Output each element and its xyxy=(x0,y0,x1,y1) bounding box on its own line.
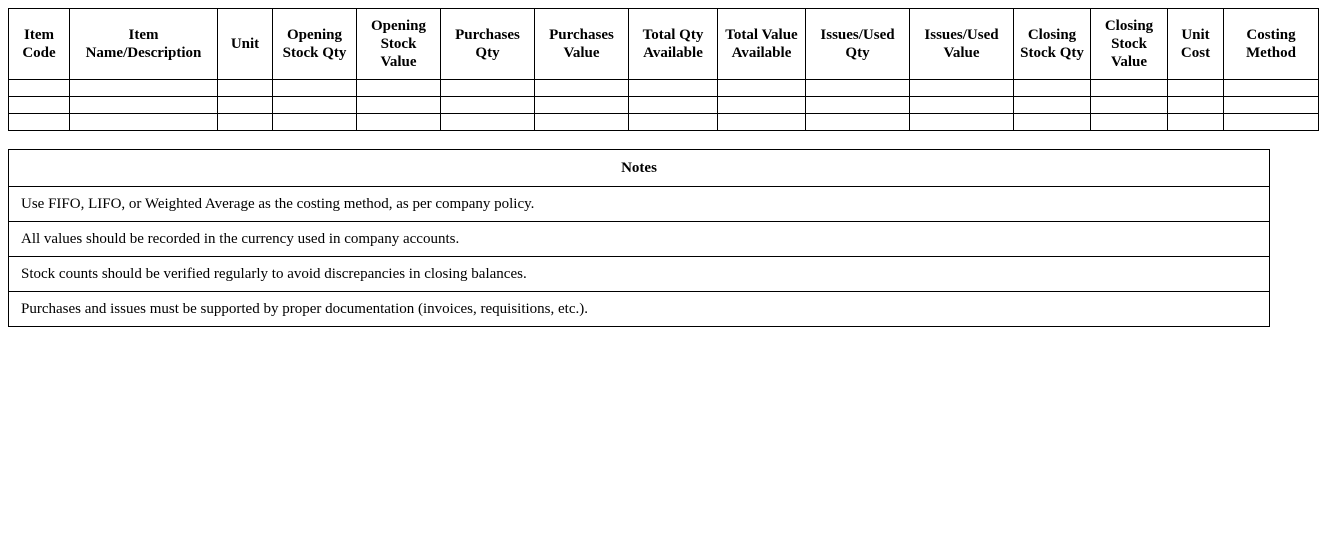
note-row xyxy=(9,222,1270,257)
notes-section xyxy=(8,149,1270,327)
table-cell[interactable] xyxy=(1091,97,1168,114)
table-cell[interactable] xyxy=(441,97,535,114)
header-item-code: Item Code xyxy=(9,9,70,80)
note-item: Stock counts should be verified regularly to avoid discrepancies in closing balances. xyxy=(9,257,1270,292)
table-cell[interactable] xyxy=(1014,114,1091,131)
header-opening-stock-value: Opening Stock Value xyxy=(357,9,441,80)
table-header-row xyxy=(9,9,1319,80)
table-cell[interactable] xyxy=(910,114,1014,131)
table-row xyxy=(9,114,1319,131)
table-cell[interactable] xyxy=(1091,114,1168,131)
table-cell[interactable] xyxy=(1091,80,1168,97)
table-cell[interactable] xyxy=(1014,97,1091,114)
table-cell[interactable] xyxy=(441,114,535,131)
table-cell[interactable] xyxy=(629,80,718,97)
header-item-name-description: Item Name/Description xyxy=(70,9,218,80)
table-cell[interactable] xyxy=(806,97,910,114)
inventory-table xyxy=(8,8,1319,131)
table-cell[interactable] xyxy=(910,97,1014,114)
table-cell[interactable] xyxy=(9,80,70,97)
table-cell[interactable] xyxy=(273,80,357,97)
header-costing-method: Costing Method xyxy=(1224,9,1319,80)
note-row xyxy=(9,187,1270,222)
table-cell[interactable] xyxy=(357,80,441,97)
notes-table xyxy=(8,149,1270,327)
table-cell[interactable] xyxy=(535,97,629,114)
header-total-value-available: Total Value Available xyxy=(718,9,806,80)
header-unit-cost: Unit Cost xyxy=(1168,9,1224,80)
table-cell[interactable] xyxy=(535,80,629,97)
header-total-qty-available: Total Qty Available xyxy=(629,9,718,80)
table-cell[interactable] xyxy=(806,80,910,97)
table-cell[interactable] xyxy=(1224,114,1319,131)
table-cell[interactable] xyxy=(1224,80,1319,97)
table-cell[interactable] xyxy=(441,80,535,97)
table-cell[interactable] xyxy=(629,114,718,131)
header-closing-stock-value: Closing Stock Value xyxy=(1091,9,1168,80)
table-row xyxy=(9,80,1319,97)
header-opening-stock-qty: Opening Stock Qty xyxy=(273,9,357,80)
table-cell[interactable] xyxy=(70,97,218,114)
table-cell[interactable] xyxy=(1224,97,1319,114)
table-cell[interactable] xyxy=(718,97,806,114)
header-issues-used-value: Issues/Used Value xyxy=(910,9,1014,80)
table-cell[interactable] xyxy=(218,80,273,97)
table-cell[interactable] xyxy=(1168,114,1224,131)
header-unit: Unit xyxy=(218,9,273,80)
table-cell[interactable] xyxy=(806,114,910,131)
header-issues-used-qty: Issues/Used Qty xyxy=(806,9,910,80)
table-cell[interactable] xyxy=(357,97,441,114)
table-cell[interactable] xyxy=(1168,97,1224,114)
table-cell[interactable] xyxy=(718,114,806,131)
table-cell[interactable] xyxy=(9,97,70,114)
table-cell[interactable] xyxy=(218,97,273,114)
notes-header-row xyxy=(9,150,1270,187)
table-cell[interactable] xyxy=(357,114,441,131)
notes-title: Notes xyxy=(9,150,1270,187)
table-cell[interactable] xyxy=(1014,80,1091,97)
note-row xyxy=(9,257,1270,292)
table-cell[interactable] xyxy=(70,80,218,97)
header-closing-stock-qty: Closing Stock Qty xyxy=(1014,9,1091,80)
table-cell[interactable] xyxy=(273,97,357,114)
table-cell[interactable] xyxy=(9,114,70,131)
header-purchases-qty: Purchases Qty xyxy=(441,9,535,80)
table-cell[interactable] xyxy=(273,114,357,131)
header-purchases-value: Purchases Value xyxy=(535,9,629,80)
table-cell[interactable] xyxy=(535,114,629,131)
table-cell[interactable] xyxy=(718,80,806,97)
note-item: Use FIFO, LIFO, or Weighted Average as the costing method, as per company policy. xyxy=(9,187,1270,222)
note-row xyxy=(9,292,1270,327)
table-cell[interactable] xyxy=(218,114,273,131)
inventory-table-container xyxy=(8,8,1296,131)
table-row xyxy=(9,97,1319,114)
note-item: Purchases and issues must be supported by proper documentation (invoices, requisitions, etc.). xyxy=(9,292,1270,327)
table-cell[interactable] xyxy=(70,114,218,131)
table-cell[interactable] xyxy=(910,80,1014,97)
note-item: All values should be recorded in the currency used in company accounts. xyxy=(9,222,1270,257)
table-cell[interactable] xyxy=(1168,80,1224,97)
table-cell[interactable] xyxy=(629,97,718,114)
